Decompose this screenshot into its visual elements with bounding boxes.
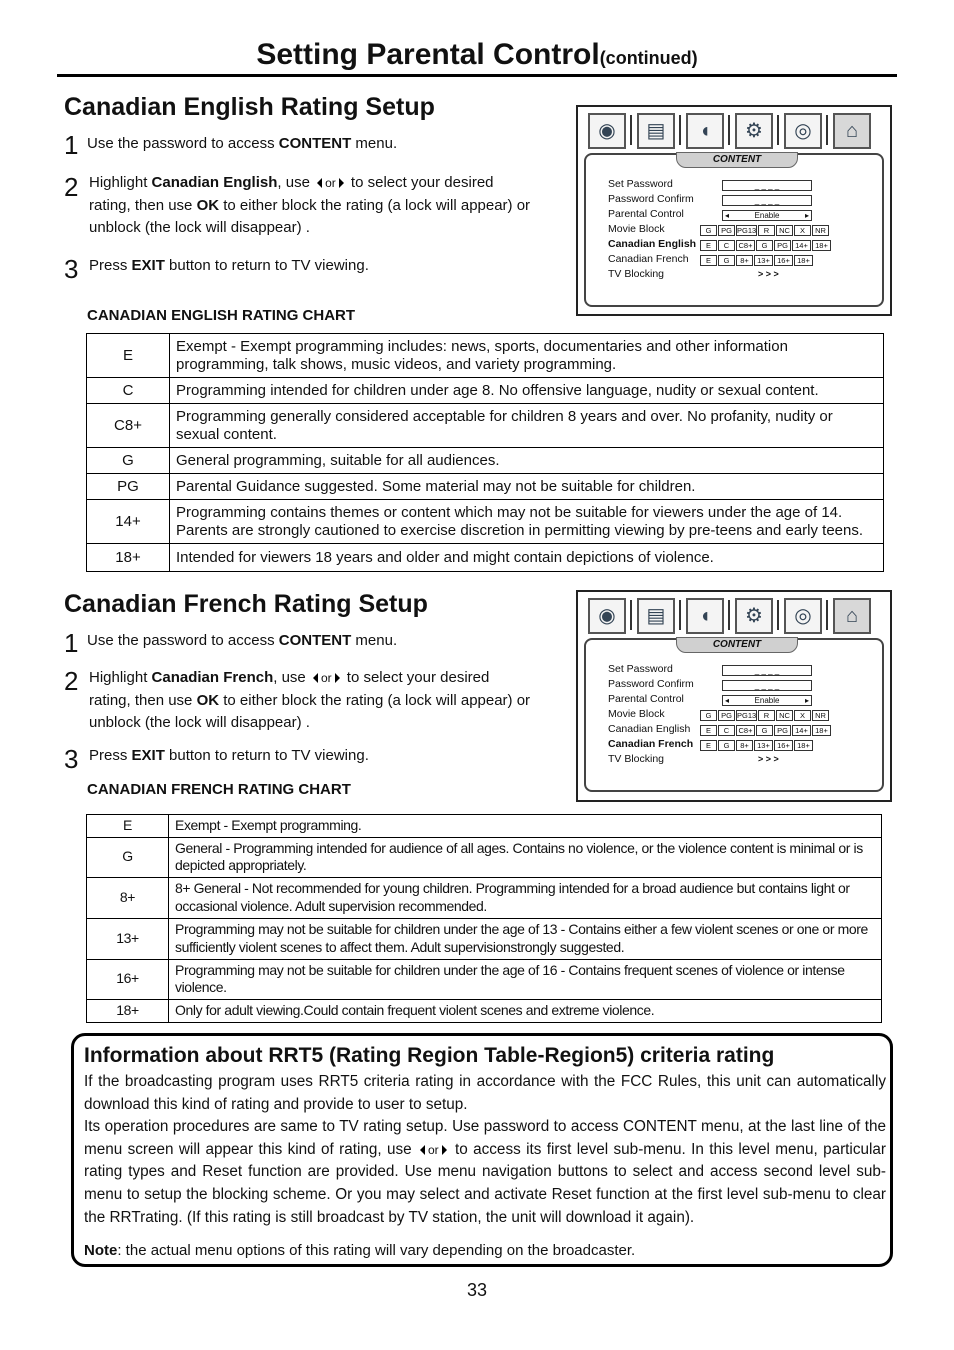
osd-rating-chip: R — [758, 710, 775, 721]
osd-row-label: Set Password — [608, 663, 673, 675]
rating-description: Exempt - Exempt programming includes: news, sports, documentaries and other information programming, talk shows, music videos, and variety programming. — [170, 334, 884, 378]
rrt5-paragraph-2: Its operation procedures are same to TV rating setup. Use password to access CONTENT menu, at the last line of the menu screen will appear this kind of rating, use or to access its first level sub-menu. In this level menu, particular rating types and Reset function are provided. Use menu navigation buttons to select and access second level sub-menu to setup the blocking scheme. Or you may select and activate Reset function at the first level sub-menu to clear the RRTrating. (If this rating is still broadcast by TV station, the unit will download it again). — [84, 1118, 886, 1226]
french-rating-table — [86, 814, 882, 1023]
osd-rating-chip: 18+ — [812, 240, 831, 251]
left-arrow-icon — [420, 1145, 425, 1155]
french-step2-text: Highlight Canadian French, use or to select your desired rating, then use OK to either block the rating (a lock will appear) or unblock (the lock will disappear) . — [89, 669, 531, 731]
osd-divider — [826, 600, 828, 630]
osd-rating-chip: E — [700, 740, 717, 751]
picture-icon: ◉ — [588, 113, 626, 149]
english-chart-title: CANADIAN ENGLISH RATING CHART — [87, 307, 356, 324]
osd-rating-chip: 13+ — [754, 255, 773, 266]
osd-divider — [630, 600, 632, 630]
lock-icon: ⌂ — [833, 113, 871, 149]
osd-password-confirm-field: _ _ _ _ — [722, 680, 812, 691]
osd-divider — [728, 115, 730, 145]
english-step2-number: 2 — [64, 172, 79, 202]
osd-rating-chips — [700, 225, 860, 236]
rrt5-info-title: Information about RRT5 (Rating Region Table-Region5) criteria rating — [84, 1044, 775, 1067]
sound-icon: ◖ — [686, 113, 724, 149]
osd-rating-chip: PG — [774, 725, 791, 736]
english-rating-row — [87, 544, 884, 572]
osd-row-label: Password Confirm — [608, 193, 694, 205]
rating-description: General programming, suitable for all audiences. — [170, 448, 884, 474]
osd-rating-chip: PG13 — [737, 226, 757, 235]
osd-rating-chip: 14+ — [792, 725, 811, 736]
osd-rating-chip: R — [758, 225, 775, 236]
rating-code: 8+ — [87, 877, 169, 918]
screen-icon: ▤ — [637, 113, 675, 149]
osd-rating-chip: NR — [812, 225, 829, 236]
osd-divider — [777, 115, 779, 145]
rating-code: 18+ — [87, 544, 170, 572]
osd-set-password-field: _ _ _ _ — [722, 180, 812, 191]
page-number: 33 — [466, 1280, 488, 1300]
english-step2-text: Highlight Canadian English, use or to select your desired rating, then use OK to either block the rating (a lock will appear) or unblock (the lock will disappear) . — [89, 174, 531, 236]
osd-content-panel — [584, 638, 884, 792]
french-rating-row — [87, 815, 882, 838]
osd-set-password-field: _ _ _ _ — [722, 665, 812, 676]
english-rating-table — [86, 333, 884, 572]
osd-rating-chip: 18+ — [794, 255, 813, 266]
osd-parental-control-field: ◂ Enable ▸ — [722, 695, 812, 706]
osd-row-label: Canadian French — [608, 253, 689, 265]
osd-rating-chip: G — [718, 740, 735, 751]
french-rating-row — [87, 837, 882, 877]
rating-description: Exempt - Exempt programming. — [169, 815, 882, 838]
osd-rating-chip: PG — [718, 710, 735, 721]
osd-tab-content: CONTENT — [676, 152, 798, 168]
osd-divider — [679, 600, 681, 630]
rating-code: E — [87, 334, 170, 378]
osd-rating-chip: 13+ — [754, 740, 773, 751]
french-rating-row — [87, 877, 882, 918]
osd-divider — [728, 600, 730, 630]
english-rating-row — [87, 334, 884, 378]
rating-description: Intended for viewers 18 years and older and might contain depictions of violence. — [170, 544, 884, 572]
rating-description: Programming may not be suitable for children under the age of 13 - Contains either a few violent scenes or one or more sufficiently violent scenes to affect them. Adult supervisionstrongly suggested. — [169, 918, 882, 959]
sound-icon: ◖ — [686, 598, 724, 634]
left-arrow-icon — [317, 178, 322, 188]
osd-rating-chip: E — [700, 240, 717, 251]
osd-rating-chip: 16+ — [774, 740, 793, 751]
osd-rating-chip: 18+ — [794, 740, 813, 751]
content-menu-screenshot-english — [576, 105, 892, 316]
english-step1-text: Use the password to access CONTENT menu. — [87, 135, 398, 152]
globe-icon: ◎ — [784, 113, 822, 149]
rrt5-note: Note: the actual menu options of this rating will vary depending on the broadcaster. — [84, 1242, 636, 1259]
french-rating-row — [87, 999, 882, 1022]
osd-password-confirm-field: _ _ _ _ — [722, 195, 812, 206]
osd-rating-chip: X — [794, 710, 811, 721]
osd-rating-chip: C — [718, 240, 735, 251]
osd-rating-chip: C — [718, 725, 735, 736]
french-step3-number: 3 — [64, 744, 79, 774]
osd-rating-chip: G — [700, 225, 717, 236]
osd-tv-blocking-value: > > > — [758, 269, 779, 279]
rating-description: 8+ General - Not recommended for young children. Programming intended for a broad audience but contains light or occasional violence. Adult supervision recommended. — [169, 877, 882, 918]
rating-code: E — [87, 815, 169, 838]
setup-icon: ⚙ — [735, 598, 773, 634]
left-arrow-icon — [313, 673, 318, 683]
english-rating-row — [87, 500, 884, 544]
osd-parental-control-field: ◂ Enable ▸ — [722, 210, 812, 221]
rating-description: Programming may not be suitable for children under the age of 16 - Contains frequent scenes of violence or intense violence. — [169, 959, 882, 999]
osd-rating-chips — [700, 240, 860, 251]
osd-rating-chip: C8+ — [736, 725, 755, 736]
english-rating-row — [87, 404, 884, 448]
osd-rating-chip: G — [700, 710, 717, 721]
rating-code: 16+ — [87, 959, 169, 999]
osd-rating-chips — [700, 725, 860, 736]
french-rating-row — [87, 918, 882, 959]
english-step1-number: 1 — [64, 130, 79, 160]
osd-divider — [826, 115, 828, 145]
screen-icon: ▤ — [637, 598, 675, 634]
osd-row-label: Movie Block — [608, 223, 665, 235]
english-rating-row — [87, 448, 884, 474]
rating-description: Programming generally considered acceptable for children 8 years and over. No profanity, nudity or sexual content. — [170, 404, 884, 448]
osd-divider — [630, 115, 632, 145]
osd-rating-chip: 18+ — [812, 725, 831, 736]
osd-rating-chip: G — [718, 255, 735, 266]
osd-rating-chip: G — [756, 240, 773, 251]
rating-code: G — [87, 448, 170, 474]
picture-icon: ◉ — [588, 598, 626, 634]
rating-code: G — [87, 837, 169, 877]
osd-rating-chip: 8+ — [736, 740, 753, 751]
rrt5-info-body — [84, 1071, 886, 1229]
french-step1-number: 1 — [64, 628, 79, 658]
rating-code: 13+ — [87, 918, 169, 959]
osd-rating-chip: PG — [774, 240, 791, 251]
osd-rating-chip: C8+ — [736, 240, 755, 251]
osd-divider — [777, 600, 779, 630]
english-step3-number: 3 — [64, 254, 79, 284]
osd-rating-chip: 8+ — [736, 255, 753, 266]
osd-row-label: Set Password — [608, 178, 673, 190]
osd-rating-chip: NC — [776, 710, 793, 721]
right-arrow-icon — [339, 178, 344, 188]
french-step1-text: Use the password to access CONTENT menu. — [87, 632, 398, 649]
osd-rating-chip: NC — [776, 225, 793, 236]
osd-right-arrow-icon: ▸ — [804, 211, 809, 220]
rating-code: PG — [87, 474, 170, 500]
osd-left-arrow-icon: ◂ — [725, 211, 730, 220]
osd-row-label: Canadian English — [608, 723, 691, 735]
french-step3-text: Press EXIT button to return to TV viewing. — [89, 747, 369, 764]
rating-description: Only for adult viewing.Could contain frequent violent scenes and extreme violence. — [169, 999, 882, 1022]
rating-code: 18+ — [87, 999, 169, 1022]
content-menu-screenshot-french — [576, 590, 892, 802]
title-rule — [57, 74, 897, 77]
osd-row-label: Movie Block — [608, 708, 665, 720]
osd-rating-chips — [700, 255, 860, 266]
french-rating-row — [87, 959, 882, 999]
english-heading: Canadian English Rating Setup — [64, 93, 435, 121]
osd-left-arrow-icon: ◂ — [725, 696, 730, 705]
osd-row-label: Canadian French — [608, 738, 694, 750]
page-title — [0, 38, 954, 72]
osd-rating-chip: E — [700, 255, 717, 266]
globe-icon: ◎ — [784, 598, 822, 634]
osd-row-label: Parental Control — [608, 208, 684, 220]
osd-tv-blocking-value: > > > — [758, 754, 779, 764]
osd-rating-chip: X — [794, 225, 811, 236]
rating-code: 14+ — [87, 500, 170, 544]
osd-row-label: Password Confirm — [608, 678, 694, 690]
osd-rating-chip: 16+ — [774, 255, 793, 266]
osd-divider — [679, 115, 681, 145]
rrt5-info-box — [71, 1033, 893, 1267]
rating-code: C — [87, 378, 170, 404]
osd-row-label: TV Blocking — [608, 268, 665, 280]
osd-rating-chip: G — [756, 725, 773, 736]
right-arrow-icon — [335, 673, 340, 683]
osd-content-panel — [584, 153, 884, 307]
lock-icon: ⌂ — [833, 598, 871, 634]
right-arrow-icon — [442, 1145, 447, 1155]
rating-description: Parental Guidance suggested. Some material may not be suitable for children. — [170, 474, 884, 500]
setup-icon: ⚙ — [735, 113, 773, 149]
rating-description: Programming intended for children under age 8. No offensive language, nudity or sexual content. — [170, 378, 884, 404]
rating-code: C8+ — [87, 404, 170, 448]
osd-row-label: Canadian English — [608, 238, 697, 250]
osd-rating-chip: E — [700, 725, 717, 736]
osd-rating-chips — [700, 710, 860, 721]
osd-tab-content: CONTENT — [676, 637, 798, 653]
osd-rating-chip: 14+ — [792, 240, 811, 251]
english-rating-row — [87, 378, 884, 404]
french-step2-number: 2 — [64, 666, 79, 696]
french-chart-title: CANADIAN FRENCH RATING CHART — [87, 781, 351, 798]
english-step3-text: Press EXIT button to return to TV viewing. — [89, 257, 369, 274]
english-rating-row — [87, 474, 884, 500]
osd-rating-chip: PG — [718, 225, 735, 236]
page-title-main: Setting Parental Control — [256, 38, 600, 71]
osd-row-label: TV Blocking — [608, 753, 665, 765]
page-title-continued: (continued) — [599, 48, 698, 68]
osd-rating-chip: NR — [812, 710, 829, 721]
rrt5-paragraph-1: If the broadcasting program uses RRT5 criteria rating in accordance with the FCC Rules, this unit can automatically download this kind of rating and provide to user to setup. — [84, 1073, 886, 1113]
osd-rating-chip: PG13 — [737, 711, 757, 720]
french-heading: Canadian French Rating Setup — [64, 590, 428, 618]
rating-description: General - Programming intended for audience of all ages. Contains no violence, or the violence content is minimal or is depicted appropriately. — [169, 837, 882, 877]
osd-row-label: Parental Control — [608, 693, 684, 705]
rating-description: Programming contains themes or content which may not be suitable for viewers under the age of 14. Parents are strongly cautioned to exercise discretion in permitting viewing by pre-teens and early teens. — [170, 500, 884, 544]
osd-rating-chips — [700, 740, 860, 751]
osd-right-arrow-icon: ▸ — [804, 696, 809, 705]
